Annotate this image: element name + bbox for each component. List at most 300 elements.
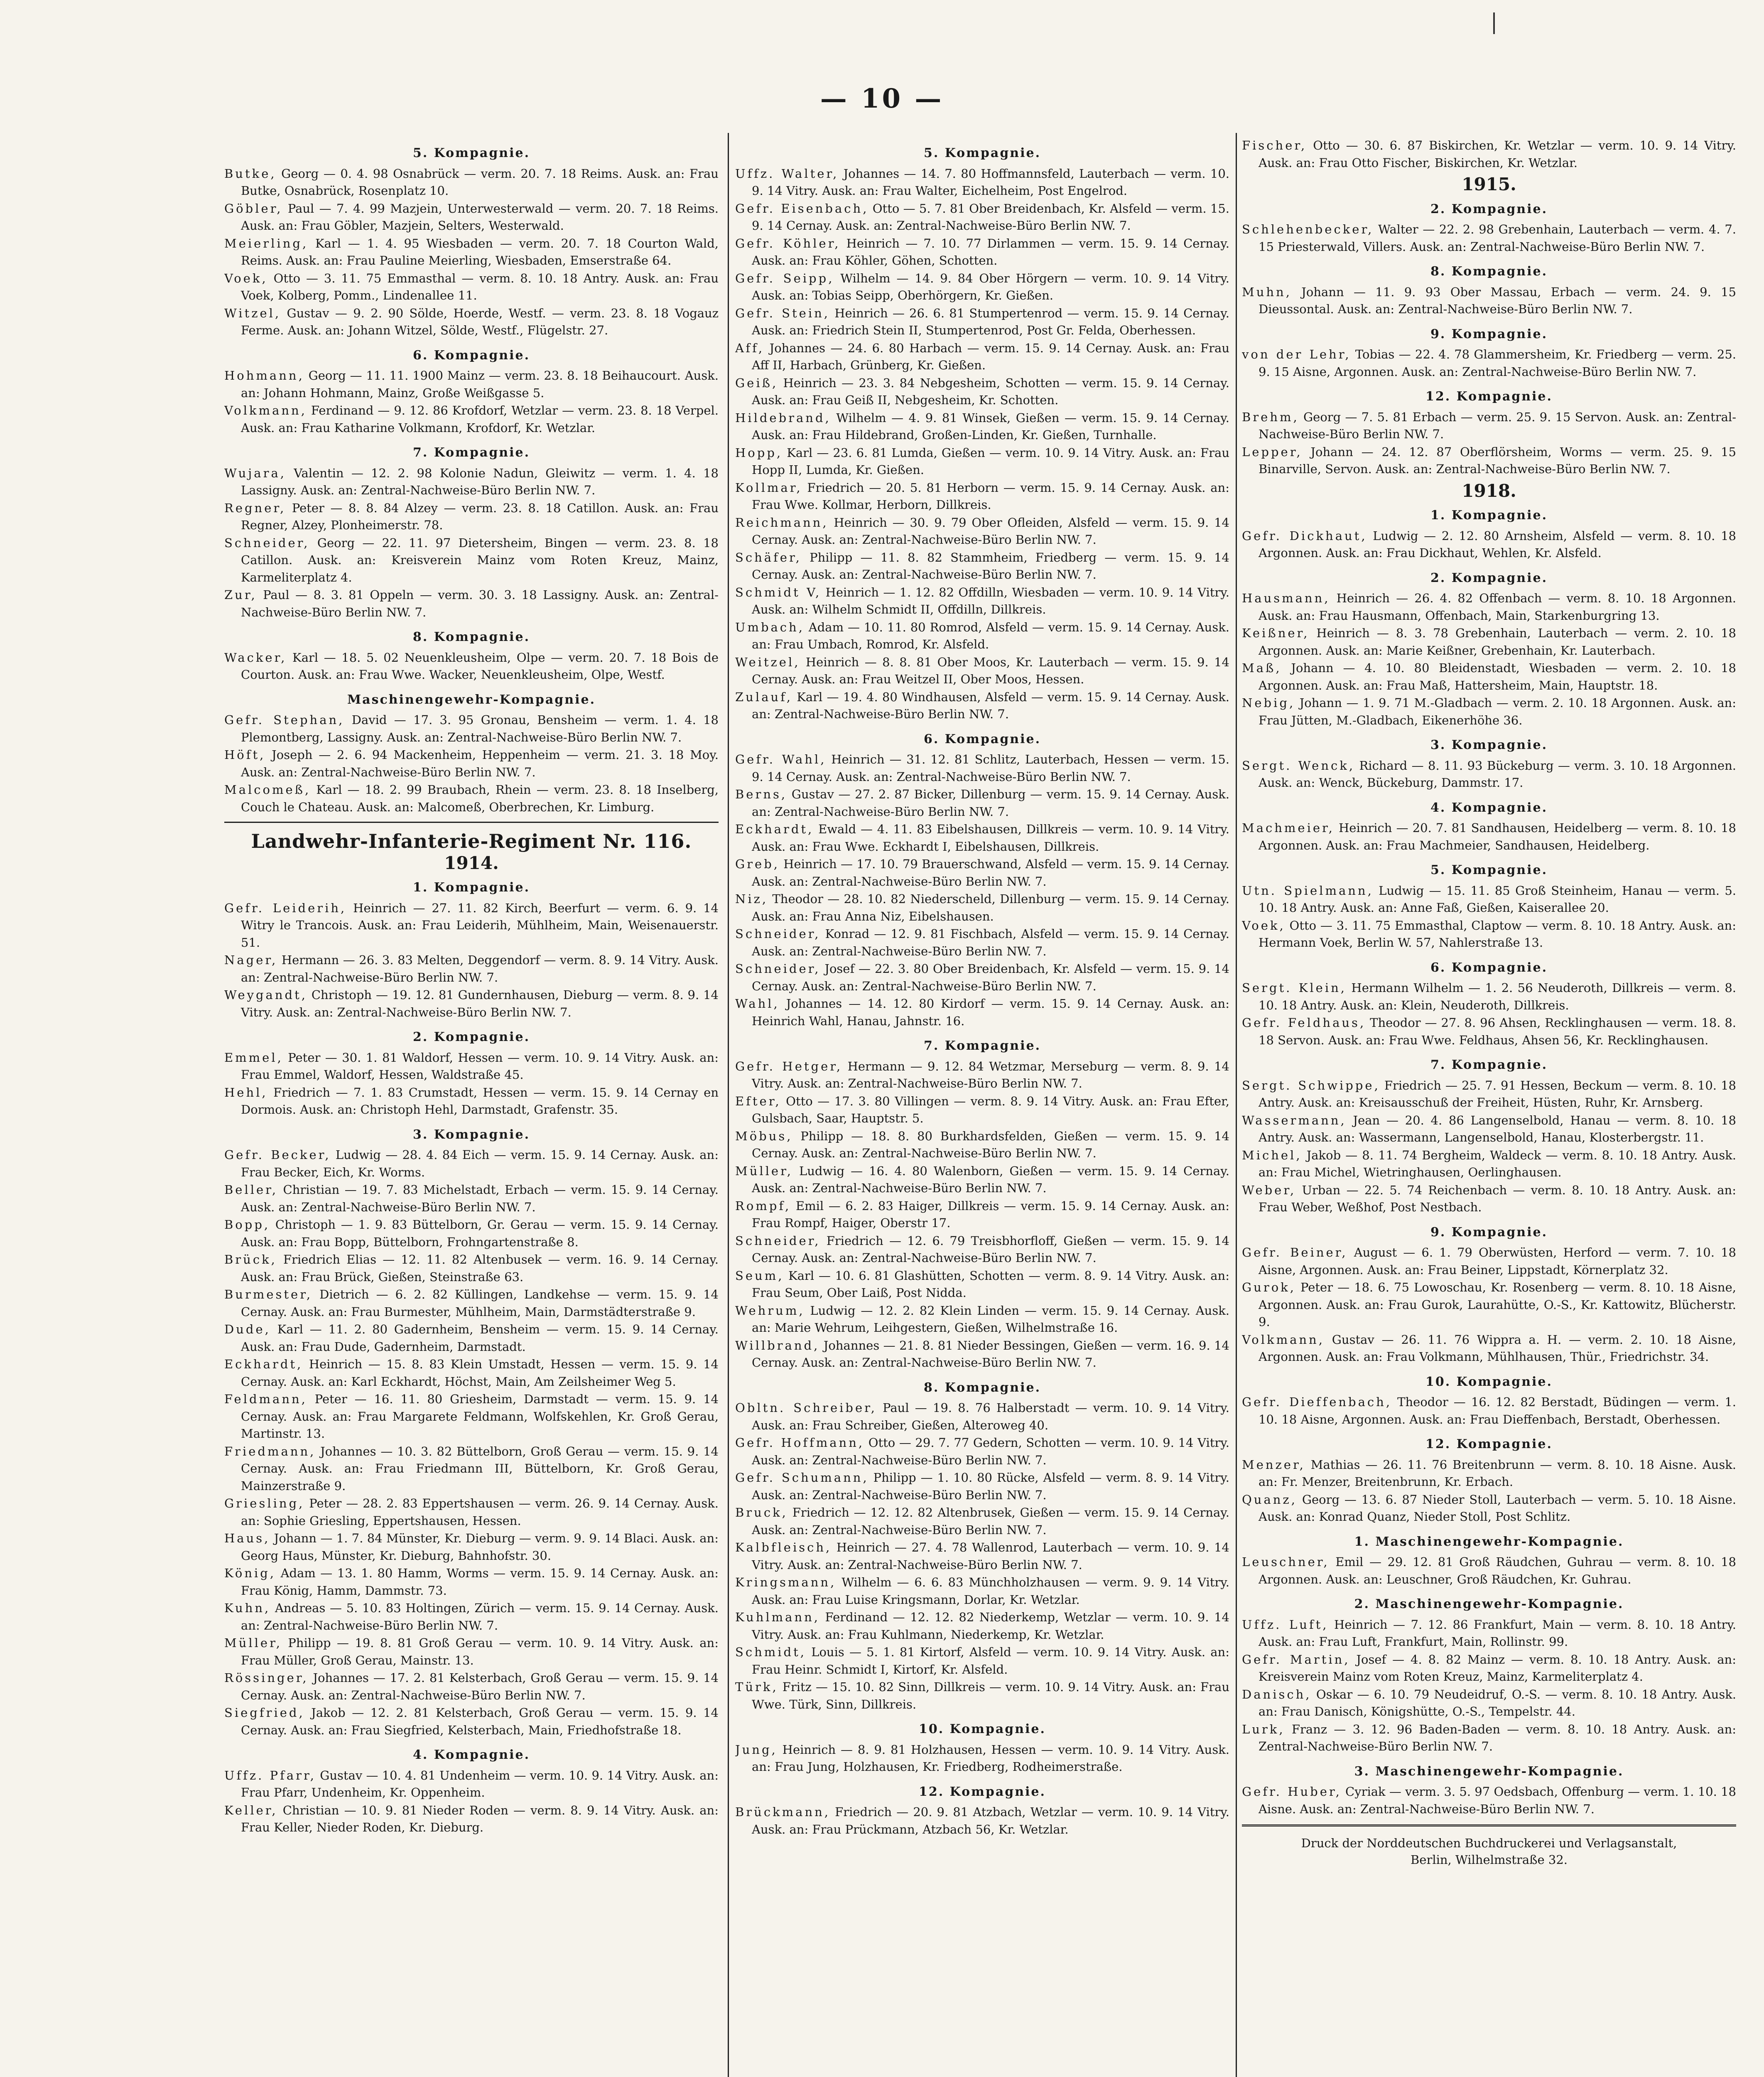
person-name: Witzel, [224, 306, 281, 320]
entry-details: Walter — 22. 2. 98 Grebenhain, Lauterbach — verm. 4. 7. 15 Priesterwald, Villers. Ausk. an: Zentral-Nachweise-Büro Berlin NW. 7. [1259, 222, 1736, 254]
entry-details: Heinrich — 27. 4. 78 Wallenrod, Lauterbach — verm. 10. 9. 14 Vitry. Ausk. an: Zentral-Nachweise-Büro Berlin NW. 7. [752, 1540, 1229, 1572]
entry-details: Konrad — 12. 9. 81 Fischbach, Alsfeld — verm. 15. 9. 14 Cernay. Ausk. an: Zentral-Nachweise-Büro Berlin NW. 7. [752, 927, 1229, 958]
casualty-entry [224, 402, 719, 437]
casualty-entry [1242, 980, 1736, 1014]
person-name: Weber, [1242, 1183, 1296, 1197]
casualty-entry [1242, 1182, 1736, 1216]
section-heading: 12. Kompagnie. [919, 1784, 1046, 1799]
casualty-entry [735, 1644, 1229, 1678]
casualty-entry [1242, 1279, 1736, 1331]
entry-details: Otto — 29. 7. 77 Gedern, Schotten — verm. 10. 9. 14 Vitry. Ausk. an: Zentral-Nachweise-Büro Berlin NW. 7. [752, 1436, 1229, 1467]
person-name: Gefr. Becker, [224, 1148, 331, 1162]
person-name: Menzer, [1242, 1457, 1305, 1472]
entry-details: Johann — 11. 9. 93 Ober Massau, Erbach — verm. 24. 9. 15 Dieussontal. Ausk. an: Zentral-Nachweise-Büro Berlin NW. 7. [1259, 285, 1736, 316]
entry-details: Peter — 8. 8. 84 Alzey — verm. 23. 8. 18 Catillon. Ausk. an: Frau Regner, Alzey, Plonheimerstr. 78. [241, 501, 719, 532]
entry-details: Gustav — 27. 2. 87 Bicker, Dillenburg — verm. 15. 9. 14 Cernay. Ausk. an: Zentral-Nachweise-Büro Berlin NW. 7. [752, 787, 1229, 819]
casualty-entry [1242, 1686, 1736, 1721]
person-name: Schneider, [735, 962, 821, 976]
section-heading: 2. Kompagnie. [412, 1030, 530, 1044]
entry-details: Adam — 13. 1. 80 Hamm, Worms — verm. 15. 9. 14 Cernay. Ausk. an: Frau König, Hamm, Dammstr. 73. [241, 1566, 719, 1598]
casualty-entry [224, 1391, 719, 1443]
entry-details: Johannes — 24. 6. 80 Harbach — verm. 15. 9. 14 Cernay. Ausk. an: Frau Aff II, Harbach, Grünberg, Kr. Gießen. [752, 341, 1229, 372]
person-name: Weitzel, [735, 655, 800, 669]
section-heading: 4. Kompagnie. [412, 1748, 530, 1762]
casualty-entry [735, 1469, 1229, 1504]
entry-details: Georg — 13. 6. 87 Nieder Stoll, Lauterbach — verm. 5. 10. 18 Aisne. Ausk. an: Konrad Quanz, Nieder Stoll, Post Schlitz. [1259, 1492, 1736, 1524]
person-name: Kalbfleisch, [735, 1540, 832, 1554]
section-heading: 1. Kompagnie. [412, 880, 530, 895]
entry-details: Friedrich — 25. 7. 91 Hessen, Beckum — verm. 8. 10. 18 Antry. Ausk. an: Kreisausschuß der Freiheit, Hüsten, Ruhr, Kr. Arnsberg. [1259, 1078, 1736, 1110]
person-name: Schmidt, [735, 1645, 806, 1659]
casualty-entry [1242, 590, 1736, 624]
entry-details: Karl — 18. 2. 99 Braubach, Rhein — verm. 23. 8. 18 Inselberg, Couch le Chateau. Ausk. an: Malcomeß, Oberbrechen, Kr. Limburg. [241, 783, 719, 814]
person-name: Kollmar, [735, 480, 802, 495]
casualty-entry [1242, 1077, 1736, 1112]
person-name: Rössinger, [224, 1671, 309, 1685]
section-heading: 8. Kompagnie. [923, 1380, 1041, 1395]
entry-details: Christian — 10. 9. 81 Nieder Roden — verm. 8. 9. 14 Vitry. Ausk. an: Frau Keller, Nieder Roden, Kr. Dieburg. [241, 1803, 719, 1834]
casualty-entry [735, 1434, 1229, 1469]
entry-details: Johann — 4. 10. 80 Bleidenstadt, Wiesbaden — verm. 2. 10. 18 Argonnen. Ausk. an: Frau Maß, Hattersheim, Main, Hauptstr. 18. [1259, 661, 1736, 692]
entry-details: Johannes — 21. 8. 81 Nieder Bessingen, Gießen — verm. 16. 9. 14 Cernay. Ausk. an: Zentral-Nachweise-Büro Berlin NW. 7. [752, 1338, 1229, 1370]
section-heading: 2. Kompagnie. [1430, 570, 1548, 585]
casualty-entry [735, 200, 1229, 235]
casualty-entry [735, 305, 1229, 339]
entry-details: Gustav — 26. 11. 76 Wippra a. H. — verm. 2. 10. 18 Aisne, Argonnen. Ausk. an: Frau Volkmann, Mühlhausen, Thür., Friedrichstr. 34. [1259, 1332, 1736, 1364]
section-heading: 7. Kompagnie. [923, 1038, 1041, 1053]
casualty-entry [735, 654, 1229, 688]
entry-details: Heinrich — 26. 6. 81 Stumpertenrod — verm. 15. 9. 14 Cernay. Ausk. an: Friedrich Stein II, Stumpertenrod, Post Gr. Felda, Oberhessen. [752, 306, 1229, 337]
entry-details: Christian — 19. 7. 83 Michelstadt, Erbach — verm. 15. 9. 14 Cernay. Ausk. an: Zentral-Nachweise-Büro Berlin NW. 7. [241, 1183, 719, 1214]
casualty-entry [735, 1198, 1229, 1232]
casualty-entry [735, 751, 1229, 786]
entry-details: Emil — 6. 2. 83 Haiger, Dillkreis — verm. 15. 9. 14 Cernay. Ausk. an: Frau Rompf, Haiger, Oberstr 17. [752, 1198, 1229, 1230]
person-name: Gefr. Martin, [1242, 1652, 1350, 1667]
entry-details: Josef — 22. 3. 80 Ober Breidenbach, Kr. Alsfeld — verm. 15. 9. 14 Cernay. Ausk. an: Zentral-Nachweise-Büro Berlin NW. 7. [752, 962, 1229, 993]
entry-details: Peter — 16. 11. 80 Griesheim, Darmstadt — verm. 15. 9. 14 Cernay. Ausk. an: Frau Margarete Feldmann, Wolfskehlen, Kr. Groß Gerau, Martinstr. 13. [241, 1392, 719, 1441]
person-name: Nager, [224, 953, 278, 967]
person-name: Sergt. Schwippe, [1242, 1078, 1380, 1093]
person-name: Müller, [735, 1164, 793, 1178]
person-name: Haus, [224, 1531, 270, 1545]
person-name: Uffz. Luft, [1242, 1617, 1329, 1632]
casualty-entry [224, 1669, 719, 1704]
casualty-entry [224, 1443, 719, 1495]
entry-details: Karl — 11. 2. 80 Gadernheim, Bensheim — verm. 15. 9. 14 Cernay. Ausk. an: Frau Dude, Gadernheim, Darmstadt. [241, 1322, 719, 1354]
casualty-entry [1242, 1112, 1736, 1147]
entry-details: Christoph — 19. 12. 81 Gundernhausen, Dieburg — verm. 8. 9. 14 Vitry. Ausk. an: Zentral-Nachweise-Büro Berlin NW. 7. [241, 988, 719, 1019]
person-name: Niz, [735, 892, 768, 906]
entry-details: Philipp — 18. 8. 80 Burkhardsfelden, Gießen — verm. 15. 9. 14 Cernay. Ausk. an: Zentral-Nachweise-Büro Berlin NW. 7. [752, 1129, 1229, 1160]
casualty-entry [224, 1565, 719, 1599]
casualty-entry [224, 270, 719, 304]
person-name: Gefr. Stephan, [224, 713, 345, 727]
entry-details: Georg — 22. 11. 97 Dietersheim, Bingen — verm. 23. 8. 18 Catillon. Ausk. an: Kreisverein Mainz vom Roten Kreuz, Mainz, Karmeliterplatz 4. [241, 535, 719, 584]
person-name: König, [224, 1566, 276, 1580]
casualty-entry [735, 689, 1229, 723]
entry-details: Otto — 30. 6. 87 Biskirchen, Kr. Wetzlar — verm. 10. 9. 14 Vitry. Ausk. an: Frau Otto Fischer, Biskirchen, Kr. Wetzlar. [1259, 138, 1736, 170]
person-name: Bopp, [224, 1218, 270, 1232]
person-name: Gefr. Hoffmann, [735, 1436, 865, 1450]
casualty-entry [1242, 284, 1736, 318]
entry-details: Heinrich — 8. 3. 78 Grebenhain, Lauterbach — verm. 2. 10. 18 Argonnen. Ausk. an: Marie Keißner, Grebenhain, Kr. Lauterbach. [1259, 626, 1736, 658]
entry-details: Friedrich Elias — 12. 11. 82 Altenbusek — verm. 16. 9. 14 Cernay. Ausk. an: Frau Brück, Gießen, Steinstraße 63. [241, 1252, 719, 1284]
casualty-entry [735, 960, 1229, 995]
entry-details: Ludwig — 15. 11. 85 Groß Steinheim, Hanau — verm. 5. 10. 18 Antry. Ausk. an: Anne Faß, Gießen, Kaiserallee 20. [1259, 883, 1736, 915]
entry-details: Ferdinand — 12. 12. 82 Niederkemp, Wetzlar — verm. 10. 9. 14 Vitry. Ausk. an: Frau Kuhlmann, Niederkemp, Kr. Wetzlar. [752, 1610, 1229, 1642]
regiment-heading: Landwehr-Infanterie-Regiment Nr. 116. [251, 830, 692, 852]
casualty-entry [735, 1058, 1229, 1093]
person-name: Rompf, [735, 1198, 791, 1213]
person-name: Quanz, [1242, 1492, 1297, 1507]
entry-details: Peter — 28. 2. 83 Eppertshausen — verm. 26. 9. 14 Cernay. Ausk. an: Sophie Griesling, Eppertshausen, Hessen. [241, 1496, 719, 1528]
entry-details: Georg — 7. 5. 81 Erbach — verm. 25. 9. 15 Servon. Ausk. an: Zentral-Nachweise-Büro Berlin NW. 7. [1259, 410, 1736, 441]
entry-details: Heinrich — 7. 12. 86 Frankfurt, Main — verm. 8. 10. 18 Antry. Ausk. an: Frau Luft, Frankfurt, Main, Rollinstr. 99. [1259, 1617, 1736, 1649]
entry-details: Karl — 1. 4. 95 Wiesbaden — verm. 20. 7. 18 Courton Wald, Reims. Ausk. an: Frau Pauline Meierling, Wiesbaden, Emserstraße 64. [241, 236, 719, 268]
entry-details: Paul — 7. 4. 99 Mazjein, Unterwesterwald — verm. 20. 7. 18 Reims. Ausk. an: Frau Göbler, Mazjein, Selters, Westerwald. [241, 201, 719, 233]
casualty-entry [735, 786, 1229, 820]
casualty-entry [224, 367, 719, 402]
casualty-entry [735, 619, 1229, 653]
entry-details: Heinrich — 7. 10. 77 Dirlammen — verm. 15. 9. 14 Cernay. Ausk. an: Frau Köhler, Göhen, Schotten. [752, 236, 1229, 268]
year-heading: 1914. [444, 852, 499, 873]
entry-details: Richard — 8. 11. 93 Bückeburg — verm. 3. 10. 18 Argonnen. Ausk. an: Wenck, Bückeburg, Dammstr. 17. [1259, 758, 1736, 790]
person-name: Geiß, [735, 376, 778, 390]
casualty-entry [735, 444, 1229, 479]
imprint-line: Berlin, Wilhelmstraße 32. [1410, 1853, 1568, 1867]
casualty-entry [224, 1635, 719, 1669]
casualty-entry [224, 1251, 719, 1286]
casualty-entry [224, 1181, 719, 1216]
entry-details: Mathias — 26. 11. 76 Breitenbrunn — verm. 8. 10. 18 Aisne. Ausk. an: Fr. Menzer, Breitenbrunn, Kr. Erbach. [1259, 1457, 1736, 1489]
casualty-entry [1242, 1721, 1736, 1755]
casualty-entry [224, 1767, 719, 1802]
person-name: Eckhardt, [735, 822, 814, 836]
person-name: Kringsmann, [735, 1575, 837, 1589]
entry-details: Cyriak — verm. 3. 5. 97 Oedsbach, Offenburg — verm. 1. 10. 18 Aisne. Ausk. an: Zentral-Nachweise-Büro Berlin NW. 7. [1259, 1785, 1736, 1816]
person-name: Muhn, [1242, 285, 1292, 299]
person-name: Umbach, [735, 620, 805, 634]
casualty-entry [735, 165, 1229, 200]
person-name: Wassermann, [1242, 1113, 1347, 1127]
entry-details: Wilhelm — 4. 9. 81 Winsek, Gießen — verm. 15. 9. 14 Cernay. Ausk. an: Frau Hildebrand, Großen-Linden, Kr. Gießen, Turnhalle. [752, 410, 1229, 442]
entry-details: Gustav — 9. 2. 90 Sölde, Hoerde, Westf. — verm. 23. 8. 18 Vogauz Ferme. Ausk. an: Johann Witzel, Sölde, Westf., Flügelstr. 27. [241, 306, 719, 337]
person-name: Möbus, [735, 1129, 793, 1143]
person-name: Gefr. Stein, [735, 306, 830, 320]
person-name: Berns, [735, 787, 788, 801]
entry-details: Wilhelm — 6. 6. 83 Münchholzhausen — verm. 9. 9. 14 Vitry. Ausk. an: Frau Luise Kringsmann, Dorlar, Kr. Wetzlar. [752, 1575, 1229, 1607]
entry-details: Johann — 24. 12. 87 Oberflörsheim, Worms — verm. 25. 9. 15 Binarville, Servon. Ausk. an: Zentral-Nachweise-Büro Berlin NW. 7. [1259, 444, 1736, 476]
entry-details: Christoph — 1. 9. 83 Büttelborn, Gr. Gerau — verm. 15. 9. 14 Cernay. Ausk. an: Frau Bopp, Büttelborn, Frohngartenstraße 8. [241, 1218, 719, 1249]
casualty-entry [1242, 409, 1736, 443]
entry-details: Louis — 5. 1. 81 Kirtorf, Alsfeld — verm. 10. 9. 14 Vitry. Ausk. an: Frau Heinr. Schmidt I, Kirtorf, Kr. Alsfeld. [752, 1645, 1229, 1677]
casualty-entry [1242, 1456, 1736, 1491]
entry-details: Heinrich — 27. 11. 82 Kirch, Beerfurt — verm. 6. 9. 14 Witry le Trancois. Ausk. an: Frau Leiderih, Mühlheim, Main, Weisenauerstr. 51. [241, 901, 719, 950]
person-name: Kuhn, [224, 1601, 271, 1615]
person-name: Weygandt, [224, 988, 307, 1002]
entry-details: Jakob — 12. 2. 81 Kelsterbach, Groß Gerau — verm. 15. 9. 14 Cernay. Ausk. an: Frau Siegfried, Kelsterbach, Main, Friedhofstraße 18. [241, 1706, 719, 1737]
entry-details: Dietrich — 6. 2. 82 Küllingen, Landkehse — verm. 15. 9. 14 Cernay. Ausk. an: Frau Burmester, Mühlheim, Main, Darmstädterstraße 9. [241, 1287, 719, 1319]
casualty-entry [1242, 1554, 1736, 1588]
entry-details: Peter — 30. 1. 81 Waldorf, Hessen — verm. 10. 9. 14 Vitry. Ausk. an: Frau Emmel, Waldorf, Hessen, Waldstraße 45. [241, 1050, 719, 1082]
person-name: Gefr. Beiner, [1242, 1245, 1348, 1259]
person-name: Keller, [224, 1803, 278, 1817]
entry-details: Friedrich — 7. 1. 83 Crumstadt, Hessen — verm. 15. 9. 14 Cernay en Dormois. Ausk. an: Christoph Hehl, Darmstadt, Grafenstr. 35. [241, 1085, 719, 1117]
casualty-entry [1242, 917, 1736, 952]
entry-details: Heinrich — 8. 8. 81 Ober Moos, Kr. Lauterbach — verm. 15. 9. 14 Cernay. Ausk. an: Frau Weitzel II, Ober Moos, Hessen. [752, 655, 1229, 686]
person-name: Göbler, [224, 201, 283, 216]
casualty-entry [735, 1399, 1229, 1434]
column-divider [1236, 133, 1237, 2077]
casualty-entry [224, 1530, 719, 1564]
person-name: Hohmann, [224, 368, 304, 383]
section-heading: 2. Kompagnie. [1430, 201, 1548, 216]
casualty-entry [224, 1147, 719, 1181]
person-name: Emmel, [224, 1050, 283, 1065]
section-heading: 6. Kompagnie. [412, 348, 530, 363]
entry-details: Josef — 4. 8. 82 Mainz — verm. 8. 10. 18 Antry. Ausk. an: Kreisverein Mainz vom Roten Kreuz, Mainz, Karmeliterplatz 4. [1259, 1652, 1736, 1684]
entry-details: Johannes — 10. 3. 82 Büttelborn, Groß Gerau — verm. 15. 9. 14 Cernay. Ausk. an: Frau Friedmann III, Büttelborn, Kr. Groß Gerau, Mainzerstraße 9. [241, 1444, 719, 1493]
section-heading: 3. Maschinengewehr-Kompagnie. [1354, 1764, 1624, 1779]
casualty-entry [224, 587, 719, 621]
entry-details: Andreas — 5. 10. 83 Holtingen, Zürich — verm. 15. 9. 14 Cernay. Ausk. an: Zentral-Nachweise-Büro Berlin NW. 7. [241, 1601, 719, 1633]
entry-details: Heinrich — 31. 12. 81 Schlitz, Lauterbach, Hessen — verm. 15. 9. 14 Cernay. Ausk. an: Zentral-Nachweise-Büro Berlin NW. 7. [752, 752, 1229, 784]
person-name: Gefr. Dieffenbach, [1242, 1395, 1392, 1409]
casualty-entry [735, 584, 1229, 619]
casualty-entry [1242, 528, 1736, 562]
entry-details: David — 17. 3. 95 Gronau, Bensheim — verm. 1. 4. 18 Plemontberg, Lassigny. Ausk. an: Zentral-Nachweise-Büro Berlin NW. 7. [241, 713, 719, 744]
person-name: Butke, [224, 166, 277, 181]
casualty-entry [1242, 1616, 1736, 1651]
casualty-entry [735, 514, 1229, 549]
person-name: von der Lehr, [1242, 347, 1351, 361]
person-name: Schneider, [735, 1233, 821, 1248]
person-name: Schneider, [224, 535, 310, 550]
person-name: Uffz. Walter, [735, 166, 839, 181]
casualty-entry [224, 987, 719, 1021]
entry-details: Heinrich — 23. 3. 84 Nebgesheim, Schotten — verm. 15. 9. 14 Cernay. Ausk. an: Frau Geiß II, Nebgesheim, Kr. Schotten. [752, 376, 1229, 407]
section-heading: 2. Maschinengewehr-Kompagnie. [1354, 1597, 1624, 1611]
person-name: Wahl, [735, 997, 780, 1011]
person-name: Volkmann, [1242, 1332, 1325, 1347]
person-name: Utn. Spielmann, [1242, 883, 1374, 898]
person-name: Voek, [224, 271, 268, 285]
casualty-entry [224, 1084, 719, 1119]
entry-details: Heinrich — 20. 7. 81 Sandhausen, Heidelberg — verm. 8. 10. 18 Argonnen. Ausk. an: Frau Machmeier, Sandhausen, Heidelberg. [1259, 821, 1736, 852]
entry-details: Joseph — 2. 6. 94 Mackenheim, Heppenheim — verm. 21. 3. 18 Moy. Ausk. an: Zentral-Nachweise-Büro Berlin NW. 7. [241, 748, 719, 779]
entry-details: Karl — 18. 5. 02 Neuenkleusheim, Olpe — verm. 20. 7. 18 Bois de Courton. Ausk. an: Frau Wwe. Wacker, Neuenkleusheim, Olpe, Westf. [241, 650, 719, 682]
year-heading: 1915. [1462, 174, 1516, 194]
scan-mark [1493, 12, 1495, 34]
casualty-entry [735, 1741, 1229, 1776]
casualty-entry [1242, 444, 1736, 478]
person-name: Seum, [735, 1268, 784, 1283]
entry-details: Emil — 29. 12. 81 Groß Räudchen, Guhrau — verm. 8. 10. 18 Argonnen. Ausk. an: Leuschner, Groß Räudchen, Kr. Guhrau. [1259, 1555, 1736, 1586]
entry-details: Adam — 10. 11. 80 Romrod, Alsfeld — verm. 15. 9. 14 Cernay. Ausk. an: Frau Umbach, Romrod, Kr. Alsfeld. [752, 620, 1229, 651]
person-name: Gefr. Wahl, [735, 752, 827, 766]
casualty-entry [1242, 1783, 1736, 1818]
person-name: Zulauf, [735, 690, 792, 704]
person-name: Uffz. Pfarr, [224, 1768, 316, 1782]
person-name: Sergt. Wenck, [1242, 758, 1355, 773]
person-name: Griesling, [224, 1496, 305, 1510]
entry-details: Friedrich — 20. 9. 81 Atzbach, Wetzlar — verm. 10. 9. 14 Vitry. Ausk. an: Frau Prückmann, Atzbach 56, Kr. Wetzlar. [752, 1805, 1229, 1836]
casualty-entry [224, 746, 719, 781]
entry-details: Hermann Wilhelm — 1. 2. 56 Neuderoth, Dillkreis — verm. 8. 10. 18 Antry. Ausk. an: Klein, Neuderoth, Dillkreis. [1259, 981, 1736, 1012]
casualty-entry [735, 891, 1229, 925]
casualty-entry [1242, 757, 1736, 792]
casualty-entry [735, 821, 1229, 855]
section-heading: 5. Kompagnie. [1430, 863, 1548, 877]
entry-details: Heinrich — 8. 9. 81 Holzhausen, Hessen — verm. 10. 9. 14 Vitry. Ausk. an: Frau Jung, Holzhausen, Kr. Friedberg, Rodheimerstraße. [752, 1742, 1229, 1774]
entry-details: Johannes — 14. 7. 80 Hoffmannsfeld, Lauterbach — verm. 10. 9. 14 Vitry. Ausk. an: Frau Walter, Eichelheim, Post Engelrod. [752, 166, 1229, 198]
person-name: Danisch, [1242, 1687, 1312, 1701]
entry-details: Theodor — 28. 10. 82 Niederscheld, Dillenburg — verm. 15. 9. 14 Cernay. Ausk. an: Frau Anna Niz, Eibelshausen. [752, 892, 1229, 923]
casualty-entry [224, 1802, 719, 1836]
entry-details: Gustav — 10. 4. 81 Undenheim — verm. 10. 9. 14 Vitry. Ausk. an: Frau Pfarr, Undenheim, Kr. Oppenheim. [241, 1768, 719, 1800]
casualty-entry [224, 165, 719, 200]
person-name: Burmester, [224, 1287, 313, 1301]
casualty-entry [224, 712, 719, 746]
person-name: Eckhardt, [224, 1357, 303, 1371]
casualty-entry [224, 465, 719, 499]
person-name: Wujara, [224, 466, 286, 480]
person-name: Jung, [735, 1742, 778, 1757]
person-name: Zur, [224, 588, 257, 602]
casualty-entry [1242, 1244, 1736, 1279]
double-rule [1242, 1824, 1736, 1827]
casualty-entry [735, 479, 1229, 514]
person-name: Türk, [735, 1680, 778, 1694]
entry-details: Philipp — 11. 8. 82 Stammheim, Friedberg — verm. 15. 9. 14 Cernay. Ausk. an: Zentral-Nachweise-Büro Berlin NW. 7. [752, 550, 1229, 582]
section-heading: 8. Kompagnie. [412, 630, 530, 644]
entry-details: Valentin — 12. 2. 98 Kolonie Nadun, Gleiwitz — verm. 1. 4. 18 Lassigny. Ausk. an: Zentral-Nachweise-Büro Berlin NW. 7. [241, 466, 719, 497]
casualty-entry [1242, 221, 1736, 255]
person-name: Gefr. Köhler, [735, 236, 841, 250]
section-heading: 7. Kompagnie. [412, 445, 530, 460]
entry-details: Karl — 19. 4. 80 Windhausen, Alsfeld — verm. 15. 9. 14 Cernay. Ausk. an: Zentral-Nachweise-Büro Berlin NW. 7. [752, 690, 1229, 721]
casualty-entry [735, 1267, 1229, 1302]
entry-details: Otto — 3. 11. 75 Emmasthal — verm. 8. 10. 18 Antry. Ausk. an: Frau Voek, Kolberg, Pomm., Lindenallee 11. [241, 271, 719, 302]
person-name: Lurk, [1242, 1722, 1285, 1736]
person-name: Michel, [1242, 1148, 1302, 1162]
person-name: Malcomeß, [224, 783, 311, 797]
person-name: Gefr. Huber, [1242, 1785, 1342, 1799]
entry-details: Hermann — 26. 3. 83 Melten, Deggendorf — verm. 8. 9. 14 Vitry. Ausk. an: Zentral-Nachweise-Büro Berlin NW. 7. [241, 953, 719, 984]
casualty-entry [224, 535, 719, 587]
casualty-entry [224, 1704, 719, 1739]
casualty-entry [224, 500, 719, 534]
casualty-entry [735, 1163, 1229, 1197]
casualty-entry [735, 1302, 1229, 1337]
entry-details: Otto — 3. 11. 75 Emmasthal, Claptow — verm. 8. 10. 18 Antry. Ausk. an: Hermann Voek, Berlin W. 57, Nahlerstraße 13. [1259, 918, 1736, 950]
casualty-entry [1242, 1147, 1736, 1181]
person-name: Gefr. Eisenbach, [735, 201, 869, 216]
column-2 [735, 137, 1229, 2077]
section-heading: 10. Kompagnie. [919, 1722, 1046, 1736]
casualty-entry [735, 1093, 1229, 1127]
person-name: Brückmann, [735, 1805, 831, 1819]
person-name: Nebig, [1242, 696, 1295, 710]
person-name: Meierling, [224, 236, 309, 250]
casualty-entry [735, 270, 1229, 304]
person-name: Volkmann, [224, 403, 307, 417]
entry-details: Ewald — 4. 11. 83 Eibelshausen, Dillkreis — verm. 10. 9. 14 Vitry. Ausk. an: Frau Wwe. Eckhardt I, Eibelshausen, Dillkreis. [752, 822, 1229, 854]
person-name: Gefr. Hetger, [735, 1059, 843, 1073]
imprint-line: Druck der Norddeutschen Buchdruckerei und Verlagsanstalt, [1301, 1836, 1677, 1850]
person-name: Brück, [224, 1252, 277, 1267]
person-name: Greb, [735, 857, 780, 871]
casualty-entry [224, 1216, 719, 1251]
entry-details: Ludwig — 28. 4. 84 Eich — verm. 15. 9. 14 Cernay. Ausk. an: Frau Becker, Eich, Kr. Worms. [241, 1148, 719, 1179]
casualty-entry [735, 1679, 1229, 1713]
section-heading: 5. Kompagnie. [923, 146, 1041, 160]
entry-details: Ludwig — 12. 2. 82 Klein Linden — verm. 15. 9. 14 Cernay. Ausk. an: Marie Wehrum, Leihgestern, Gießen, Wilhelmstraße 16. [752, 1303, 1229, 1335]
person-name: Sergt. Klein, [1242, 981, 1347, 995]
section-heading: 3. Kompagnie. [1430, 738, 1548, 752]
casualty-entry [1242, 1331, 1736, 1366]
entry-details: Philipp — 19. 8. 81 Groß Gerau — verm. 10. 9. 14 Vitry. Ausk. an: Frau Müller, Groß Gerau, Mainstr. 13. [241, 1636, 719, 1667]
section-heading: 6. Kompagnie. [1430, 960, 1548, 975]
casualty-entry [224, 952, 719, 986]
casualty-entry [1242, 820, 1736, 854]
person-name: Wehrum, [735, 1303, 805, 1318]
person-name: Gefr. Feldhaus, [1242, 1016, 1366, 1030]
entry-details: Theodor — 16. 12. 82 Berstadt, Büdingen — verm. 1. 10. 18 Aisne, Argonnen. Ausk. an: Frau Dieffenbach, Berstadt, Oberhessen. [1259, 1395, 1736, 1426]
page-number: — 10 — [820, 83, 944, 114]
person-name: Keißner, [1242, 626, 1310, 640]
casualty-entry [224, 1321, 719, 1355]
section-heading: 10. Kompagnie. [1425, 1374, 1553, 1389]
entry-details: Paul — 19. 8. 76 Halberstadt — verm. 10. 9. 14 Vitry. Ausk. an: Frau Schreiber, Gießen, Alteroweg 40. [752, 1401, 1229, 1432]
entry-details: Otto — 5. 7. 81 Ober Breidenbach, Kr. Alsfeld — verm. 15. 9. 14 Cernay. Ausk. an: Zentral-Nachweise-Büro Berlin NW. 7. [752, 201, 1229, 233]
entry-details: Peter — 18. 6. 75 Lowoschau, Kr. Rosenberg — verm. 8. 10. 18 Aisne, Argonnen. Ausk. an: Frau Gurok, Laurahütte, O.-S., Kr. Kattowitz, Blücherstr. 9. [1259, 1280, 1736, 1329]
casualty-entry [1242, 625, 1736, 659]
section-heading: 4. Kompagnie. [1430, 800, 1548, 815]
casualty-entry [224, 305, 719, 339]
casualty-entry [735, 926, 1229, 960]
casualty-entry [1242, 1014, 1736, 1049]
entry-details: Karl — 23. 6. 81 Lumda, Gießen — verm. 10. 9. 14 Vitry. Ausk. an: Frau Hopp II, Lumda, Kr. Gießen. [752, 445, 1229, 477]
column-divider [728, 133, 729, 2077]
casualty-entry [224, 1495, 719, 1530]
casualty-entry [1242, 660, 1736, 694]
casualty-entry [224, 1049, 719, 1084]
person-name: Brehm, [1242, 410, 1299, 424]
casualty-entry [735, 1804, 1229, 1838]
person-name: Maß, [1242, 661, 1282, 675]
casualty-entry [735, 1504, 1229, 1539]
casualty-entry [1242, 695, 1736, 729]
person-name: Hildebrand, [735, 410, 831, 425]
entry-details: Tobias — 22. 4. 78 Glammersheim, Kr. Friedberg — verm. 25. 9. 15 Aisne, Argonnen. Ausk. an: Zentral-Nachweise-Büro Berlin NW. 7. [1259, 347, 1736, 379]
casualty-entry [224, 1600, 719, 1634]
entry-details: Friedrich — 12. 6. 79 Treisbhorfloff, Gießen — verm. 15. 9. 14 Cernay. Ausk. an: Zentral-Nachweise-Büro Berlin NW. 7. [752, 1233, 1229, 1265]
casualty-entry [224, 1356, 719, 1390]
entry-details: Hermann — 9. 12. 84 Wetzmar, Merseburg — verm. 8. 9. 14 Vitry. Ausk. an: Zentral-Nachweise-Büro Berlin NW. 7. [752, 1059, 1229, 1090]
entry-details: Ludwig — 2. 12. 80 Arnsheim, Alsfeld — verm. 8. 10. 18 Argonnen. Ausk. an: Frau Dickhaut, Wehlen, Kr. Alsfeld. [1259, 528, 1736, 560]
casualty-entry [735, 235, 1229, 270]
person-name: Leuschner, [1242, 1555, 1330, 1569]
entry-details: Georg — 0. 4. 98 Osnabrück — verm. 20. 7. 18 Reims. Ausk. an: Frau Butke, Osnabrück, Rosenplatz 10. [241, 166, 719, 198]
entry-details: Heinrich — 30. 9. 79 Ober Ofleiden, Alsfeld — verm. 15. 9. 14 Cernay. Ausk. an: Zentral-Nachweise-Büro Berlin NW. 7. [752, 515, 1229, 547]
section-heading: 6. Kompagnie. [923, 732, 1041, 746]
entry-details: Johann — 1. 7. 84 Münster, Kr. Dieburg — verm. 9. 9. 14 Blaci. Ausk. an: Georg Haus, Münster, Kr. Dieburg, Bahnhofstr. 30. [241, 1531, 719, 1563]
entry-details: Oskar — 6. 10. 79 Neudeidruf, O.-S. — verm. 8. 10. 18 Antry. Ausk. an: Frau Danisch, Königshütte, O.-S., Tempelstr. 44. [1259, 1687, 1736, 1719]
person-name: Schmidt V, [735, 585, 822, 599]
entry-details: August — 6. 1. 79 Oberwüsten, Herford — verm. 7. 10. 18 Aisne, Argonnen. Ausk. an: Frau Beiner, Lippstadt, Körnerplatz 32. [1259, 1245, 1736, 1277]
person-name: Willbrand, [735, 1338, 820, 1353]
